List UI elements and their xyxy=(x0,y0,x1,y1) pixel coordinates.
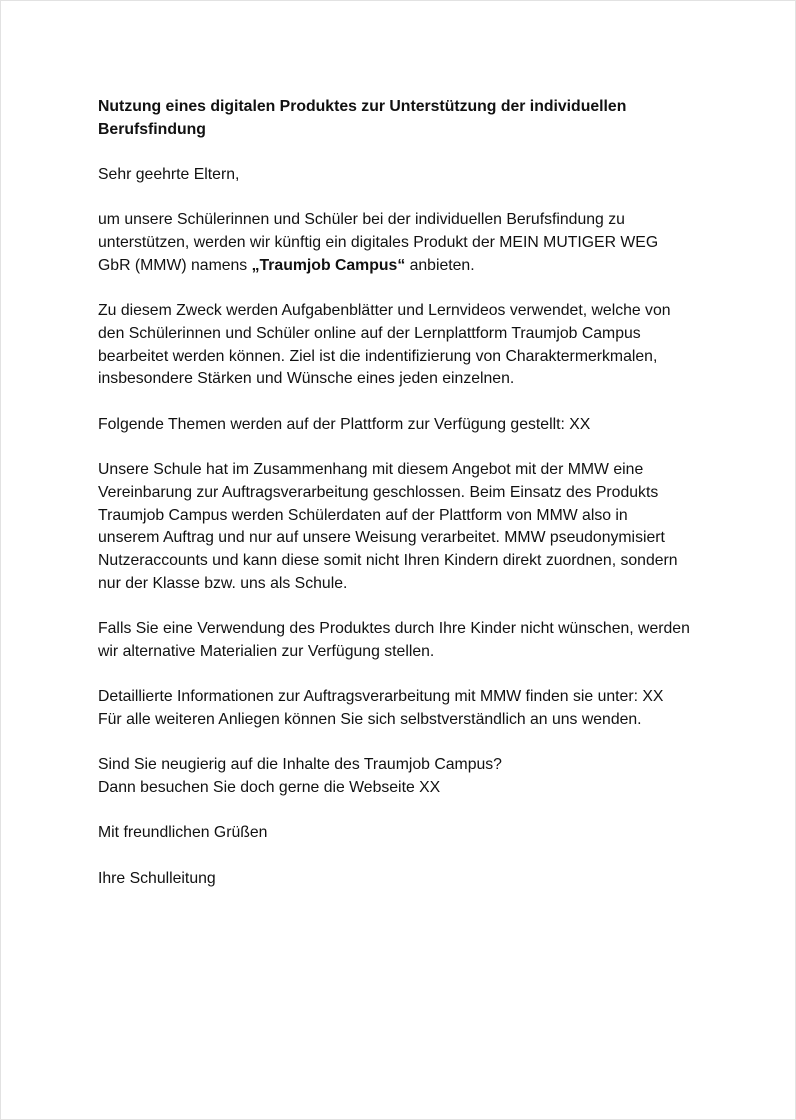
letter-title xyxy=(98,96,708,141)
paragraph-line: insbesondere Stärken und Wünsche eines jeden einzelnen. xyxy=(98,370,515,388)
paragraph-line: Unsere Schule hat im Zusammenhang mit diesem Angebot mit der MMW eine xyxy=(98,461,644,479)
paragraph-line: bearbeitet werden können. Ziel ist die indentifizierung von Charaktermerkmalen, xyxy=(98,347,658,365)
signature xyxy=(98,868,708,891)
alternative-paragraph xyxy=(98,618,708,663)
paragraph-line xyxy=(98,255,708,278)
intro-paragraph xyxy=(98,209,708,277)
closing-text: Mit freundlichen Grüßen xyxy=(98,824,268,842)
paragraph-line: Detaillierte Informationen zur Auftragsverarbeitung mit MMW finden sie unter: XX xyxy=(98,688,664,706)
paragraph-line: Für alle weiteren Anliegen können Sie sich selbstverständlich an uns wenden. xyxy=(98,710,642,728)
paragraph-line: um unsere Schülerinnen und Schüler bei der individuellen Berufsfindung zu xyxy=(98,211,625,229)
paragraph-line: Dann besuchen Sie doch gerne die Webseite XX xyxy=(98,778,441,796)
website-paragraph xyxy=(98,754,708,799)
paragraph-line: Sind Sie neugierig auf die Inhalte des Traumjob Campus? xyxy=(98,756,502,774)
topics-paragraph xyxy=(98,414,708,437)
purpose-paragraph xyxy=(98,300,708,391)
signature-text: Ihre Schulleitung xyxy=(98,869,216,887)
paragraph-line: Folgende Themen werden auf der Plattform zur Verfügung gestellt: XX xyxy=(98,415,591,433)
paragraph-line: Zu diesem Zweck werden Aufgabenblätter und Lernvideos verwendet, welche von xyxy=(98,302,671,320)
info-paragraph xyxy=(98,686,708,731)
paragraph-line: den Schülerinnen und Schüler online auf der Lernplattform Traumjob Campus xyxy=(98,324,641,342)
intro-text-start: GbR (MMW) namens xyxy=(98,256,252,274)
product-name: „Traumjob Campus“ xyxy=(251,256,406,274)
paragraph-line: nur der Klasse bzw. uns als Schule. xyxy=(98,574,348,592)
paragraph-line: Falls Sie eine Verwendung des Produktes durch Ihre Kinder nicht wünschen, werden xyxy=(98,620,690,638)
paragraph-line: Traumjob Campus werden Schülerdaten auf der Plattform von MMW also in xyxy=(98,506,628,524)
agreement-paragraph xyxy=(98,459,708,595)
paragraph-line: unterstützen, werden wir künftig ein digitales Produkt der MEIN MUTIGER WEG xyxy=(98,234,659,252)
paragraph-line: Vereinbarung zur Auftragsverarbeitung geschlossen. Beim Einsatz des Produkts xyxy=(98,483,659,501)
letter-body xyxy=(98,96,708,913)
title-line: Nutzung eines digitalen Produktes zur Unterstützung der individuellen xyxy=(98,98,627,115)
intro-text-end: anbieten. xyxy=(405,256,475,274)
paragraph-line: Nutzeraccounts und kann diese somit nicht Ihren Kindern direkt zuordnen, sondern xyxy=(98,551,678,569)
salutation xyxy=(98,164,708,187)
title-line: Berufsfindung xyxy=(98,120,206,138)
closing xyxy=(98,822,708,845)
paragraph-line: wir alternative Materialien zur Verfügung stellen. xyxy=(98,642,435,660)
paragraph-line: unserem Auftrag und nur auf unsere Weisung verarbeitet. MMW pseudonymisiert xyxy=(98,529,665,547)
salutation-text: Sehr geehrte Eltern, xyxy=(98,166,240,184)
